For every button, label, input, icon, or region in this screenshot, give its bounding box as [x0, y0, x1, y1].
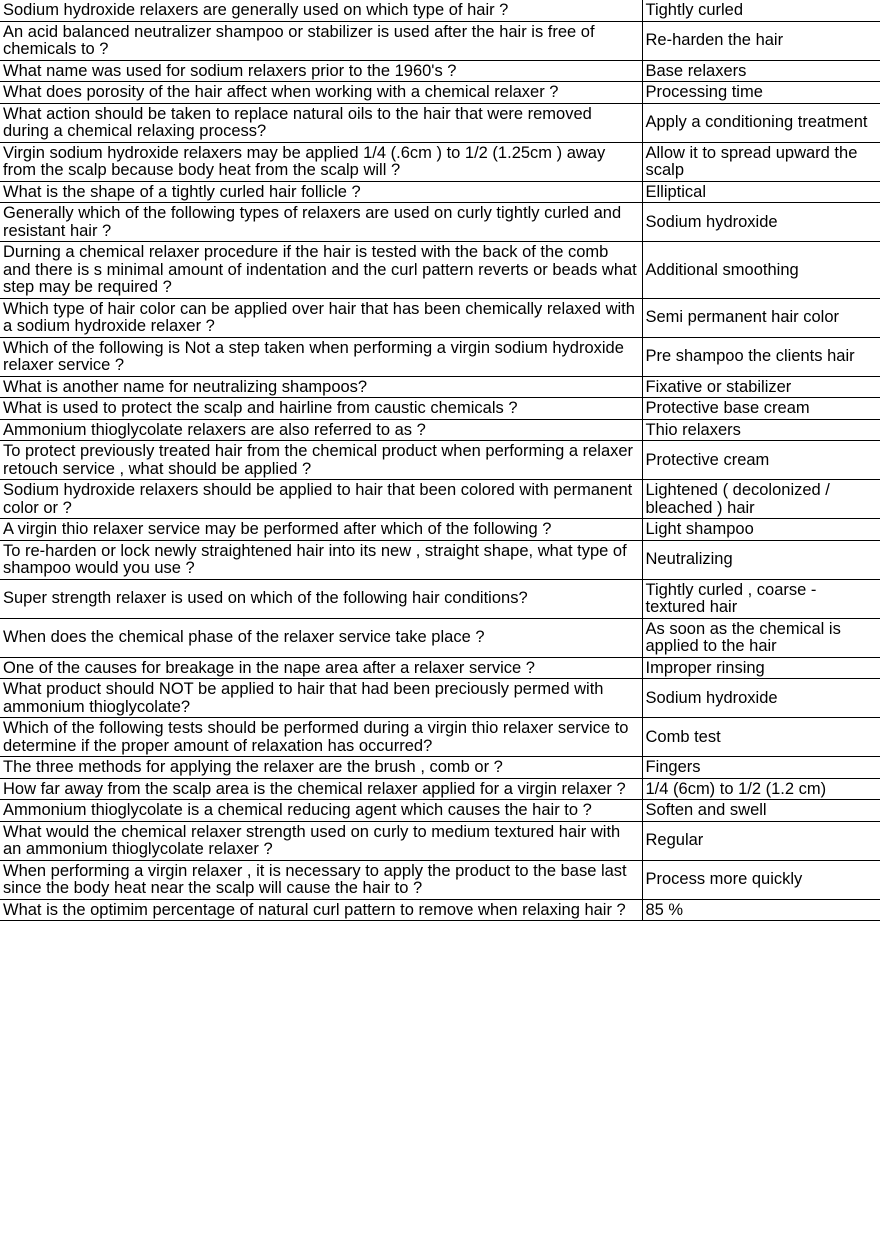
question-cell: Sodium hydroxide relaxers are generally used on which type of hair ? [0, 0, 642, 21]
answer-cell: Semi permanent hair color [642, 298, 880, 337]
table-row [0, 800, 880, 822]
table-row [0, 0, 880, 21]
answer-cell: Comb test [642, 718, 880, 757]
table-row [0, 419, 880, 441]
answer-cell: 85 % [642, 899, 880, 921]
answer-cell: 1/4 (6cm) to 1/2 (1.2 cm) [642, 778, 880, 800]
question-cell: Which of the following tests should be performed during a virgin thio relaxer service to determine if the proper amount of relaxation has occurred? [0, 718, 642, 757]
answer-cell: Sodium hydroxide [642, 679, 880, 718]
table-row [0, 337, 880, 376]
answer-cell: Sodium hydroxide [642, 203, 880, 242]
answer-cell: Apply a conditioning treatment [642, 103, 880, 142]
table-row [0, 519, 880, 541]
table-row [0, 657, 880, 679]
table-row [0, 618, 880, 657]
question-cell: When does the chemical phase of the relaxer service take place ? [0, 618, 642, 657]
question-cell: Virgin sodium hydroxide relaxers may be applied 1/4 (.6cm ) to 1/2 (1.25cm ) away from the scalp because body heat from the scalp will ? [0, 142, 642, 181]
question-cell: Ammonium thioglycolate relaxers are also referred to as ? [0, 419, 642, 441]
table-row [0, 679, 880, 718]
question-cell: Durning a chemical relaxer procedure if the hair is tested with the back of the comb and there is s minimal amount of indentation and the curl pattern reverts or beads what step may be required ? [0, 242, 642, 299]
question-cell: To re-harden or lock newly straightened hair into its new , straight shape, what type of shampoo would you use ? [0, 540, 642, 579]
question-cell: What is the shape of a tightly curled hair follicle ? [0, 181, 642, 203]
question-cell: What name was used for sodium relaxers prior to the 1960's ? [0, 60, 642, 82]
answer-cell: Re-harden the hair [642, 21, 880, 60]
table-row [0, 757, 880, 779]
table-row [0, 60, 880, 82]
question-cell: When performing a virgin relaxer , it is necessary to apply the product to the base last since the body heat near the scalp will cause the hair to ? [0, 860, 642, 899]
table-row [0, 376, 880, 398]
question-cell: Ammonium thioglycolate is a chemical reducing agent which causes the hair to ? [0, 800, 642, 822]
question-cell: The three methods for applying the relaxer are the brush , comb or ? [0, 757, 642, 779]
answer-cell: Processing time [642, 82, 880, 104]
table-row [0, 181, 880, 203]
table-row [0, 540, 880, 579]
answer-cell: Regular [642, 821, 880, 860]
question-cell: A virgin thio relaxer service may be performed after which of the following ? [0, 519, 642, 541]
question-cell: What action should be taken to replace natural oils to the hair that were removed during a chemical relaxing process? [0, 103, 642, 142]
answer-cell: Allow it to spread upward the scalp [642, 142, 880, 181]
answer-cell: Elliptical [642, 181, 880, 203]
answer-cell: Pre shampoo the clients hair [642, 337, 880, 376]
question-cell: What product should NOT be applied to hair that had been preciously permed with ammonium thioglycolate? [0, 679, 642, 718]
answer-cell: Process more quickly [642, 860, 880, 899]
answer-cell: Additional smoothing [642, 242, 880, 299]
answer-cell: Soften and swell [642, 800, 880, 822]
table-row [0, 821, 880, 860]
question-cell: What would the chemical relaxer strength used on curly to medium textured hair with an ammonium thioglycolate relaxer ? [0, 821, 642, 860]
question-cell: What is used to protect the scalp and hairline from caustic chemicals ? [0, 398, 642, 420]
table-row [0, 103, 880, 142]
answer-cell: Improper rinsing [642, 657, 880, 679]
table-row [0, 860, 880, 899]
question-cell: Generally which of the following types of relaxers are used on curly tightly curled and resistant hair ? [0, 203, 642, 242]
answer-cell: Fixative or stabilizer [642, 376, 880, 398]
question-cell: Super strength relaxer is used on which of the following hair conditions? [0, 579, 642, 618]
answer-cell: Tightly curled , coarse - textured hair [642, 579, 880, 618]
table-row [0, 441, 880, 480]
table-row [0, 718, 880, 757]
table-row [0, 142, 880, 181]
table-row [0, 203, 880, 242]
table-row [0, 298, 880, 337]
answer-cell: Tightly curled [642, 0, 880, 21]
table-row [0, 579, 880, 618]
answer-cell: Protective cream [642, 441, 880, 480]
question-cell: Sodium hydroxide relaxers should be applied to hair that been colored with permanent color or ? [0, 480, 642, 519]
answer-cell: Protective base cream [642, 398, 880, 420]
answer-cell: Neutralizing [642, 540, 880, 579]
table-row [0, 21, 880, 60]
table-row [0, 480, 880, 519]
answer-cell: As soon as the chemical is applied to the hair [642, 618, 880, 657]
question-cell: What is another name for neutralizing shampoos? [0, 376, 642, 398]
answer-cell: Fingers [642, 757, 880, 779]
question-cell: Which of the following is Not a step taken when performing a virgin sodium hydroxide relaxer service ? [0, 337, 642, 376]
question-cell: What does porosity of the hair affect when working with a chemical relaxer ? [0, 82, 642, 104]
question-cell: Which type of hair color can be applied over hair that has been chemically relaxed with a sodium hydroxide relaxer ? [0, 298, 642, 337]
question-cell: An acid balanced neutralizer shampoo or stabilizer is used after the hair is free of chemicals to ? [0, 21, 642, 60]
answer-cell: Lightened ( decolonized / bleached ) hair [642, 480, 880, 519]
question-cell: How far away from the scalp area is the chemical relaxer applied for a virgin relaxer ? [0, 778, 642, 800]
table-row [0, 899, 880, 921]
question-cell: What is the optimim percentage of natural curl pattern to remove when relaxing hair ? [0, 899, 642, 921]
answer-cell: Light shampoo [642, 519, 880, 541]
question-cell: To protect previously treated hair from the chemical product when performing a relaxer retouch service , what should be applied ? [0, 441, 642, 480]
table-row [0, 398, 880, 420]
answer-cell: Base relaxers [642, 60, 880, 82]
table-row [0, 778, 880, 800]
answer-cell: Thio relaxers [642, 419, 880, 441]
table-row [0, 242, 880, 299]
table-row [0, 82, 880, 104]
question-cell: One of the causes for breakage in the nape area after a relaxer service ? [0, 657, 642, 679]
